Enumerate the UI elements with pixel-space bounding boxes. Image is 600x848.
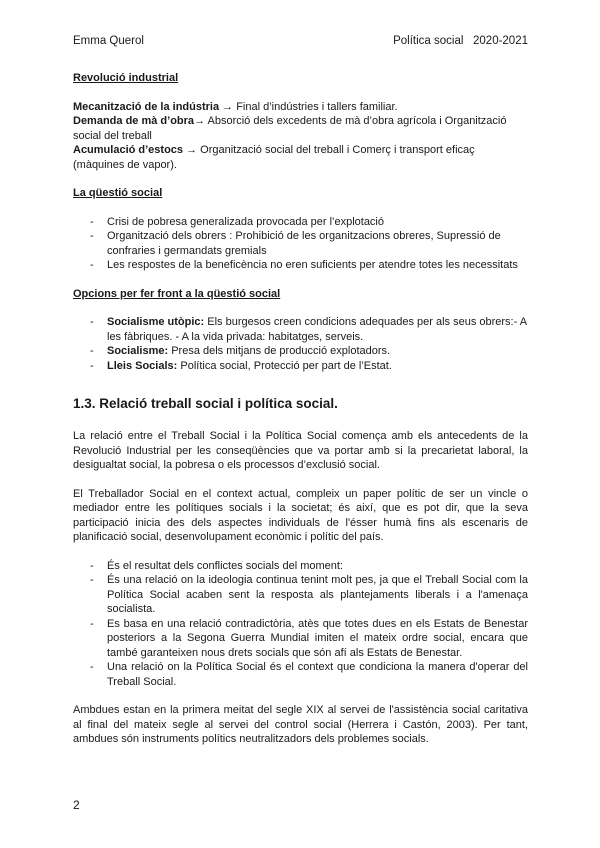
section1-item (73, 100, 528, 115)
section1-item (73, 143, 528, 172)
paragraph: Ambdues estan en la primera meitat del segle XIX al servei de l'assistència social caritativa al final del mateix segle al servei del control social (Herrera i Castón, 2003). Per tant, ambdues són instruments polítics neutralitzadors dels problemes socials. (73, 704, 528, 745)
page-number: 2 (73, 798, 80, 812)
term-text: Els burgesos creen condicions adequades per als seus obrers:- A les fàbriques. - A la vida privada: habitatges, serveis. (107, 316, 527, 343)
paragraph: El Treballador Social en el context actual, compleix un paper polític de ser un vincle o mediador entre les polítiques socials i la societat; és així, que es pot dir, que la seva participació inicia des dels aspectes individuals de l'ésser humà fins als escenaris de planificació social, desenvolupament econòmic i polític del país. (73, 487, 528, 543)
opcions-list (73, 315, 528, 373)
list-item: - Crisi de pobresa generalizada provocada per l’explotació (73, 215, 528, 230)
list-item: - Una relació on la Política Social és el context que condiciona la manera d'operar del Treball Social. (73, 660, 528, 689)
term-label: Socialisme: (107, 345, 169, 357)
list-item (73, 315, 528, 344)
section-title-revolucio: Revolució industrial (73, 72, 179, 84)
document-body (73, 71, 528, 747)
list-item: - Es basa en una relació contradictòria, atès que totes dues en els Estats de Benestar posteriors a la Segona Guerra Mundial imiten el mateix ordre social, encara que també garanteixen nous drets socials que són afí als Estats de Benestar. (73, 617, 528, 661)
term-label: Socialisme utòpic: (107, 316, 205, 328)
term-label: Demanda de mà d’obra (73, 115, 195, 127)
term-text: Política social, Protecció per part de l’Estat. (177, 359, 392, 372)
term-text: → Absorció dels excedents de mà d’obra agrícola i Organització social del treball (73, 115, 507, 142)
term-text: → Final d’indústries i tallers familiar. (219, 100, 398, 113)
list-item (73, 344, 528, 359)
paragraph: La relació entre el Treball Social i la Política Social comença amb els antecedents de la Revolució Industrial per les conseqüències que va portar amb si la precarietat laboral, la desigualtat social, la pobresa o els processos d’exclusió social. (73, 430, 528, 471)
list-item: - Organització dels obrers : Prohibició de les organitzacions obreres, Supressió de confraries i germandats gremials (73, 229, 528, 258)
list-item: - Les respostes de la beneficència no eren suficients per atendre totes les necessitats (73, 258, 528, 273)
list-item (73, 359, 528, 374)
section-title-opcions: Opcions per fer front a la qüestió social (73, 287, 281, 300)
list-item: - És una relació on la ideologia continua tenint molt pes, ja que el Treball Social com la Política Social acaben sent la resposta als plantejaments liberals i a l'amenaça socialista. (73, 573, 528, 617)
term-text: → Organització social del treball i Comerç i transport eficaç (màquines de vapor). (73, 144, 475, 171)
section-heading: 1.3. Relació treball social i política social. (73, 396, 338, 411)
header-course: Política social 2020-2021 (393, 35, 528, 47)
questio-list (73, 215, 528, 273)
term-label: Lleis Socials: (107, 359, 178, 372)
section-title-questio: La qüestió social (73, 187, 163, 199)
term-text: Presa dels mitjans de producció explotadors. (168, 345, 391, 357)
header-author: Emma Querol (73, 35, 144, 47)
term-label: Mecanització de la indústria (73, 100, 220, 113)
section1-item (73, 114, 528, 143)
relacio-list (73, 559, 528, 690)
term-label: Acumulació d’estocs (73, 144, 184, 156)
list-item: - És el resultat dels conflictes socials del moment: (73, 559, 528, 574)
